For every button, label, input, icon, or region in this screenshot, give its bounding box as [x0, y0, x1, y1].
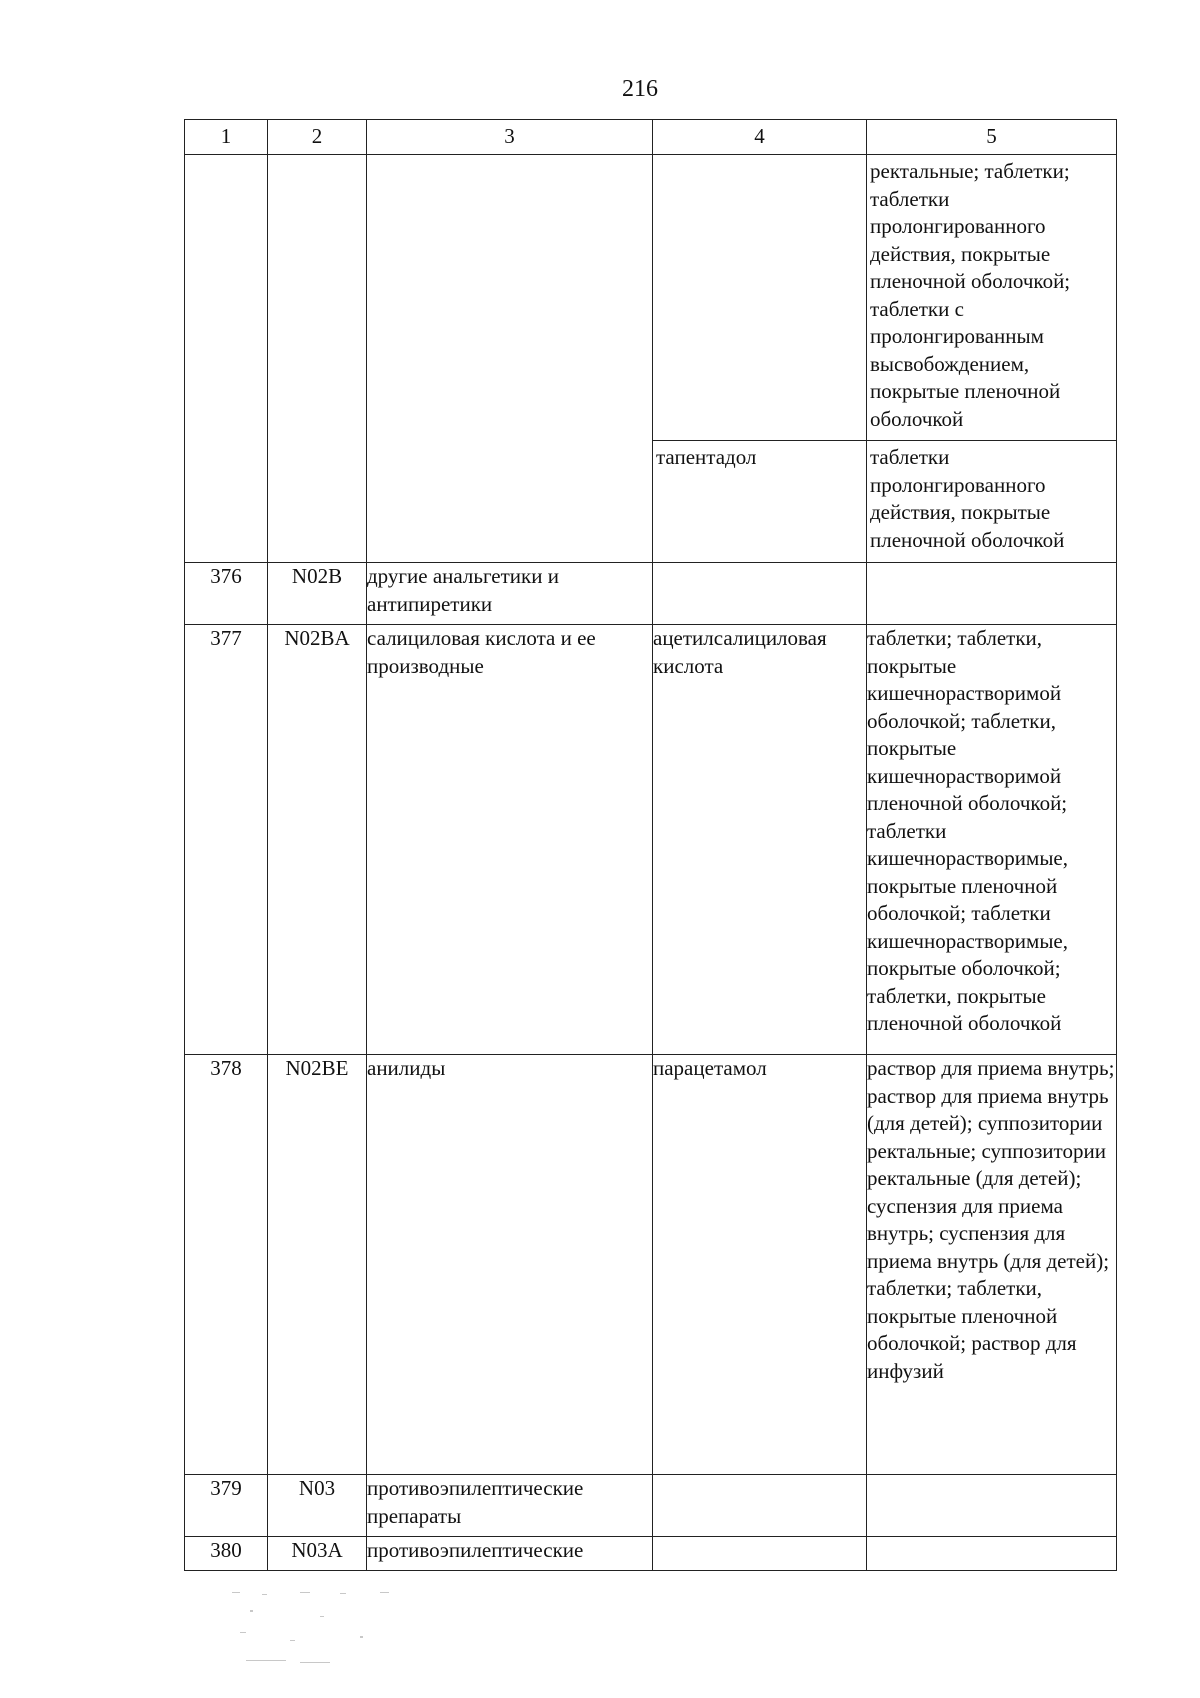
cell-code	[268, 155, 367, 563]
table-row-continuation	[185, 155, 1117, 563]
column-header-3: 3	[367, 120, 653, 155]
cell-group: противоэпилептические	[367, 1537, 653, 1571]
cell-num	[185, 155, 268, 563]
cell-drug: ацетилсалициловая кислота	[653, 625, 867, 1055]
cell-forms: раствор для приема внутрь; раствор для приема внутрь (для детей); суппозитории ректальные; суппозитории ректальные (для детей); суспензия для приема внутрь; суспензия для приема внутрь (для детей); таблетки; таблетки, покрытые пленочной оболочкой; раствор для инфузий	[867, 1055, 1117, 1475]
column-header-1: 1	[185, 120, 268, 155]
cell-drug-tapentadol: тапентадол	[656, 445, 757, 469]
cell-num: 376	[185, 563, 268, 625]
cell-num: 378	[185, 1055, 268, 1475]
cell-drug: парацетамол	[653, 1055, 867, 1475]
table-row	[185, 1055, 1117, 1475]
cell-forms-tapentadol: таблетки пролонгированного действия, покрытые пленочной оболочкой	[870, 445, 1065, 552]
cell-drug-empty	[653, 155, 866, 441]
table-row	[185, 563, 1117, 625]
drug-table	[184, 119, 1117, 1571]
cell-group: анилиды	[367, 1055, 653, 1475]
cell-num: 377	[185, 625, 268, 1055]
column-header-row	[185, 120, 1117, 155]
cell-code: N02BA	[268, 625, 367, 1055]
cell-code: N03A	[268, 1537, 367, 1571]
cell-forms	[867, 1537, 1117, 1571]
cell-code: N02BE	[268, 1055, 367, 1475]
cell-num: 380	[185, 1537, 268, 1571]
cell-forms	[867, 563, 1117, 625]
cell-forms	[867, 155, 1117, 563]
cell-forms-continued: ректальные; таблетки; таблетки пролонгированного действия, покрытые пленочной оболочкой; таблетки с пролонгированным высвобождением, покрытые пленочной оболочкой	[867, 155, 1116, 441]
cell-forms	[867, 1475, 1117, 1537]
cell-group	[367, 155, 653, 563]
cell-group: противоэпилептические препараты	[367, 1475, 653, 1537]
cell-code: N03	[268, 1475, 367, 1537]
column-header-2: 2	[268, 120, 367, 155]
cell-drug	[653, 563, 867, 625]
cell-group: салициловая кислота и ее производные	[367, 625, 653, 1055]
cell-drug	[653, 1537, 867, 1571]
column-header-4: 4	[653, 120, 867, 155]
cell-group: другие анальгетики и антипиретики	[367, 563, 653, 625]
table-row	[185, 1475, 1117, 1537]
column-header-5: 5	[867, 120, 1117, 155]
table-row	[185, 625, 1117, 1055]
table-row	[185, 1537, 1117, 1571]
page-number: 216	[622, 76, 658, 102]
cell-drug	[653, 1475, 867, 1537]
cell-num: 379	[185, 1475, 268, 1537]
cell-drug	[653, 155, 867, 563]
cell-forms: таблетки; таблетки, покрытые кишечнорастворимой оболочкой; таблетки, покрытые кишечнорастворимой пленочной оболочкой; таблетки кишечнорастворимые, покрытые пленочной оболочкой; таблетки кишечнорастворимые, покрытые оболочкой; таблетки, покрытые пленочной оболочкой	[867, 625, 1117, 1055]
cell-code: N02B	[268, 563, 367, 625]
